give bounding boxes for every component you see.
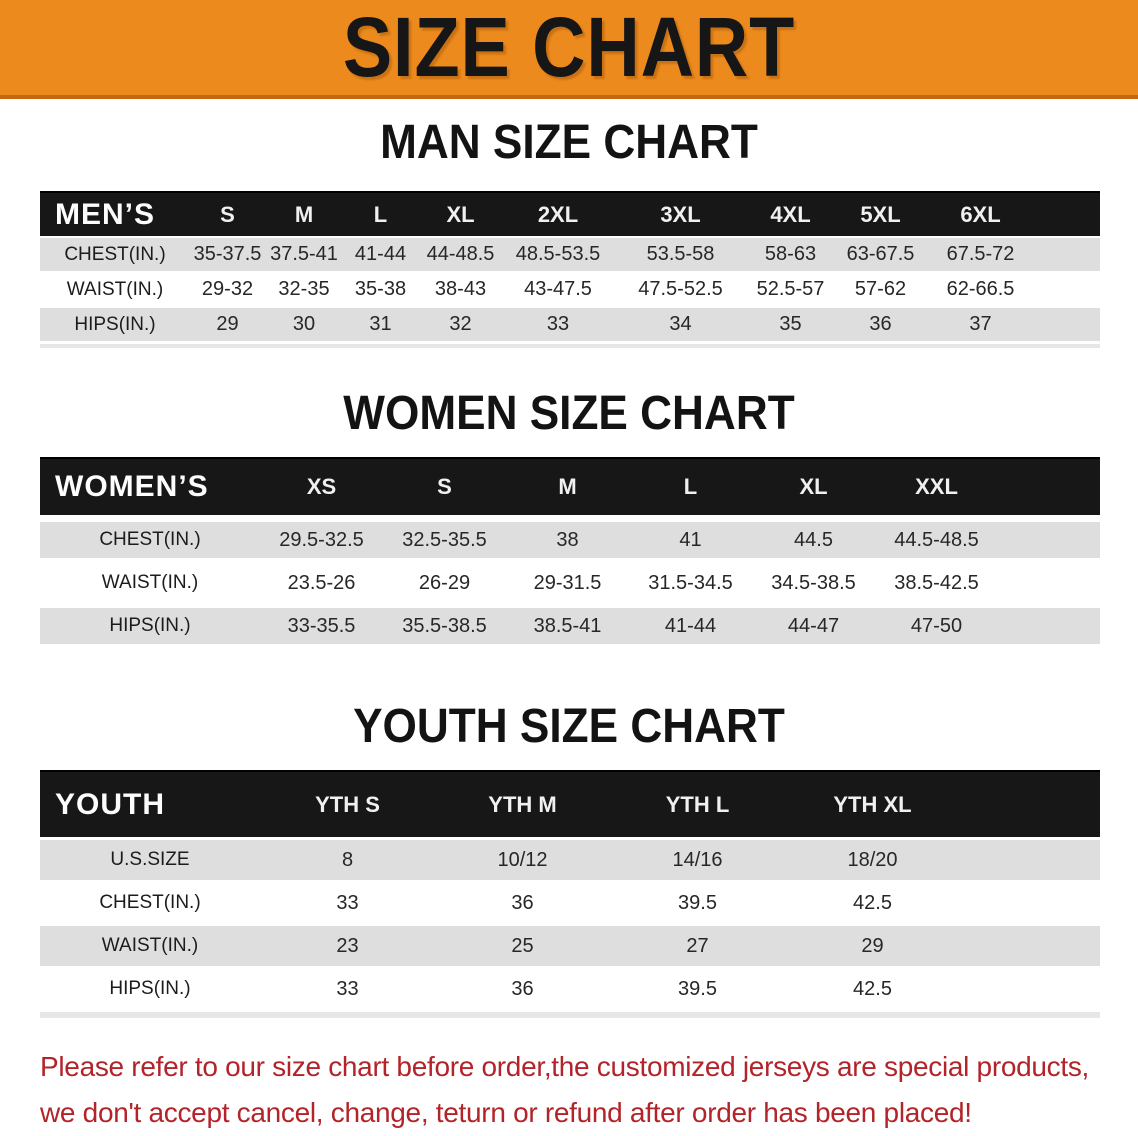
size-cell: 34.5-38.5 — [771, 571, 856, 594]
size-cell: 62-66.5 — [946, 278, 1015, 300]
row-label: U.S.SIZE — [110, 849, 190, 870]
youth-table-bottom-strip — [40, 1012, 1100, 1018]
size-cell: 34 — [669, 313, 692, 335]
youth-hips-row — [40, 969, 1100, 1009]
column-header-l: L — [683, 474, 698, 499]
size-cell: 39.5 — [678, 977, 717, 1000]
column-header-s: S — [437, 474, 452, 499]
size-cell: 58-63 — [764, 243, 817, 265]
youth-table-header-label: YOUTH — [55, 787, 165, 821]
column-header-s: S — [220, 201, 235, 227]
size-cell: 37 — [969, 313, 992, 335]
row-label: HIPS(IN.) — [74, 313, 156, 335]
size-cell: 41-44 — [354, 243, 407, 265]
column-header-xl: XL — [446, 201, 475, 227]
men-size-table — [40, 191, 1100, 341]
women-hips-row — [40, 608, 1100, 644]
size-cell: 44-47 — [787, 614, 840, 637]
size-cell: 23 — [336, 934, 359, 957]
size-cell: 32 — [449, 313, 472, 335]
column-header-yth-m: YTH M — [488, 791, 557, 817]
size-cell: 44.5 — [794, 528, 833, 551]
row-label: HIPS(IN.) — [109, 978, 191, 999]
size-cell: 29.5-32.5 — [279, 528, 364, 551]
size-cell: 36 — [869, 313, 892, 335]
size-cell: 23.5-26 — [287, 571, 356, 594]
size-cell: 42.5 — [853, 891, 892, 914]
row-label: CHEST(IN.) — [99, 892, 201, 913]
size-cell: 33 — [336, 977, 359, 1000]
banner-title: SIZE CHART — [342, 0, 796, 94]
youth-table-header-row — [40, 770, 1100, 837]
size-cell: 8 — [341, 848, 354, 871]
size-cell: 38-43 — [434, 278, 487, 300]
size-cell: 35.5-38.5 — [402, 614, 487, 637]
row-label: WAIST(IN.) — [66, 278, 164, 300]
size-cell: 25 — [511, 934, 534, 957]
row-label: HIPS(IN.) — [109, 615, 191, 636]
size-cell: 33 — [336, 891, 359, 914]
men-table-header-row — [40, 191, 1100, 236]
men-hips-row — [40, 308, 1100, 341]
column-header-2xl: 2XL — [537, 201, 579, 227]
men-table-header-label: MEN’S — [55, 197, 156, 231]
row-label: CHEST(IN.) — [64, 243, 166, 265]
size-cell: 39.5 — [678, 891, 717, 914]
size-cell: 47.5-52.5 — [638, 278, 723, 300]
disclaimer-text — [40, 1044, 1138, 1136]
size-cell: 47-50 — [910, 614, 963, 637]
column-header-yth-l: YTH L — [665, 791, 730, 817]
size-cell: 44.5-48.5 — [894, 528, 979, 551]
column-header-xxl: XXL — [915, 474, 958, 499]
size-cell: 29 — [216, 313, 239, 335]
column-header-4xl: 4XL — [770, 201, 811, 227]
women-waist-row — [40, 565, 1100, 601]
size-cell: 38 — [556, 528, 579, 551]
column-header-yth-s: YTH S — [315, 791, 380, 817]
size-cell: 48.5-53.5 — [515, 243, 601, 265]
size-cell: 44-48.5 — [426, 243, 495, 265]
size-cell: 53.5-58 — [646, 243, 715, 265]
column-header-5xl: 5XL — [860, 201, 901, 227]
youth-section-heading: YOUTH SIZE CHART — [353, 700, 785, 753]
row-label: WAIST(IN.) — [101, 935, 199, 956]
size-cell: 43-47.5 — [524, 278, 592, 300]
column-header-yth-xl: YTH XL — [833, 791, 912, 817]
size-cell: 35-38 — [354, 278, 407, 300]
youth-size-table — [40, 770, 1100, 1009]
size-cell: 31.5-34.5 — [648, 571, 733, 594]
column-header-m: M — [294, 201, 314, 227]
size-cell: 41 — [679, 528, 702, 551]
column-header-m: M — [558, 474, 577, 499]
size-cell: 35 — [779, 313, 802, 335]
size-cell: 35-37.5 — [193, 243, 262, 265]
column-header-l: L — [373, 201, 388, 227]
disclaimer-line-1: Please refer to our size chart before order,the customized jerseys are special products, — [40, 1051, 1090, 1082]
women-section-heading: WOMEN SIZE CHART — [343, 387, 795, 440]
size-cell: 29 — [861, 934, 884, 957]
size-cell: 36 — [511, 891, 534, 914]
men-waist-row — [40, 273, 1100, 306]
men-chest-row — [40, 238, 1100, 271]
size-cell: 27 — [686, 934, 709, 957]
size-cell: 37.5-41 — [270, 243, 338, 265]
size-cell: 33-35.5 — [287, 614, 356, 637]
women-table-header-row — [40, 457, 1100, 515]
women-chest-row — [40, 522, 1100, 558]
size-chart-banner — [0, 0, 1138, 99]
size-cell: 36 — [511, 977, 534, 1000]
size-cell: 67.5-72 — [946, 243, 1015, 265]
size-cell: 42.5 — [853, 977, 892, 1000]
size-cell: 31 — [369, 313, 392, 335]
size-cell: 38.5-42.5 — [894, 571, 979, 594]
size-cell: 30 — [292, 313, 316, 335]
youth-ussize-row — [40, 840, 1100, 880]
size-cell: 41-44 — [664, 614, 717, 637]
size-cell: 10/12 — [497, 848, 548, 871]
size-cell: 38.5-41 — [533, 614, 602, 637]
size-cell: 33 — [546, 313, 570, 335]
size-cell: 29-32 — [201, 278, 254, 300]
size-cell: 29-31.5 — [533, 571, 602, 594]
size-cell: 32.5-35.5 — [402, 528, 487, 551]
disclaimer-line-2: we don't accept cancel, change, teturn or refund after order has been placed! — [40, 1097, 972, 1128]
men-section-heading: MAN SIZE CHART — [380, 116, 758, 169]
column-header-xl: XL — [799, 474, 828, 499]
column-header-6xl: 6XL — [960, 201, 1001, 227]
row-label: CHEST(IN.) — [99, 529, 201, 550]
size-cell: 14/16 — [672, 848, 723, 871]
women-size-table — [40, 457, 1100, 644]
size-cell: 63-67.5 — [846, 243, 915, 265]
size-cell: 26-29 — [418, 571, 471, 594]
column-header-3xl: 3XL — [660, 201, 701, 227]
size-cell: 52.5-57 — [756, 278, 825, 300]
youth-chest-row — [40, 883, 1100, 923]
row-label: WAIST(IN.) — [101, 572, 199, 593]
women-table-header-label: WOMEN’S — [55, 470, 209, 503]
size-cell: 32-35 — [278, 278, 330, 300]
size-cell: 18/20 — [847, 848, 898, 871]
men-table-bottom-strip — [40, 344, 1100, 348]
youth-waist-row — [40, 926, 1100, 966]
column-header-xs: XS — [306, 474, 337, 499]
size-cell: 57-62 — [854, 278, 907, 300]
